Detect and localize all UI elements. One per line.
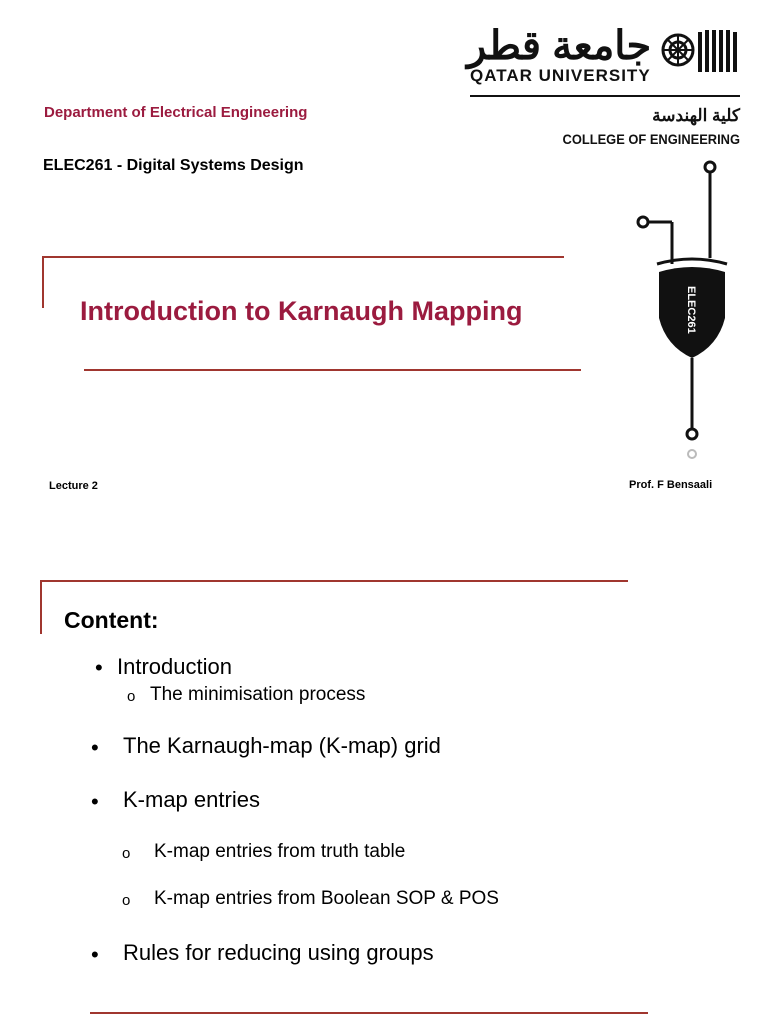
university-emblem-icon bbox=[652, 26, 742, 82]
title-frame-left bbox=[42, 256, 44, 308]
slide-title: Introduction to Karnaugh Mapping bbox=[80, 296, 523, 326]
list-item: The Karnaugh-map (K-map) grid bbox=[123, 733, 441, 758]
sub-bullet-marker: o bbox=[122, 892, 131, 909]
university-logo-english: QATAR UNIVERSITY bbox=[470, 66, 651, 85]
list-item: Introduction bbox=[117, 654, 232, 679]
sub-list-item: K-map entries from truth table bbox=[154, 841, 406, 862]
sub-bullet-marker: o bbox=[127, 688, 136, 705]
sub-bullet-marker: o bbox=[122, 845, 131, 862]
college-name-arabic: كلية الهندسة bbox=[652, 106, 740, 125]
logo-divider bbox=[470, 95, 740, 97]
sub-list-item: The minimisation process bbox=[150, 684, 366, 705]
lecture-number: Lecture 2 bbox=[49, 480, 98, 492]
gate-label: ELEC261 bbox=[685, 286, 697, 334]
course-title: ELEC261 - Digital Systems Design bbox=[43, 157, 304, 174]
sub-list-item: K-map entries from Boolean SOP & POS bbox=[154, 888, 499, 909]
list-item: Rules for reducing using groups bbox=[123, 940, 434, 965]
title-underline bbox=[84, 369, 581, 371]
content-heading: Content: bbox=[64, 607, 159, 633]
content-frame-top bbox=[40, 580, 628, 582]
bullet-marker: • bbox=[91, 789, 99, 814]
bullet-marker: • bbox=[91, 942, 99, 967]
professor-name: Prof. F Bensaali bbox=[629, 479, 713, 491]
title-frame-top bbox=[42, 256, 564, 258]
bullet-marker: • bbox=[91, 735, 99, 760]
list-item: K-map entries bbox=[123, 787, 260, 812]
department-name: Department of Electrical Engineering bbox=[44, 104, 308, 121]
college-name-english: COLLEGE OF ENGINEERING bbox=[562, 131, 740, 147]
bullet-marker: • bbox=[95, 655, 103, 680]
university-logo-arabic: جامعة قطر bbox=[467, 24, 652, 68]
bottom-divider bbox=[90, 1012, 648, 1014]
content-frame-left bbox=[40, 580, 42, 634]
xor-gate-icon bbox=[630, 158, 740, 468]
